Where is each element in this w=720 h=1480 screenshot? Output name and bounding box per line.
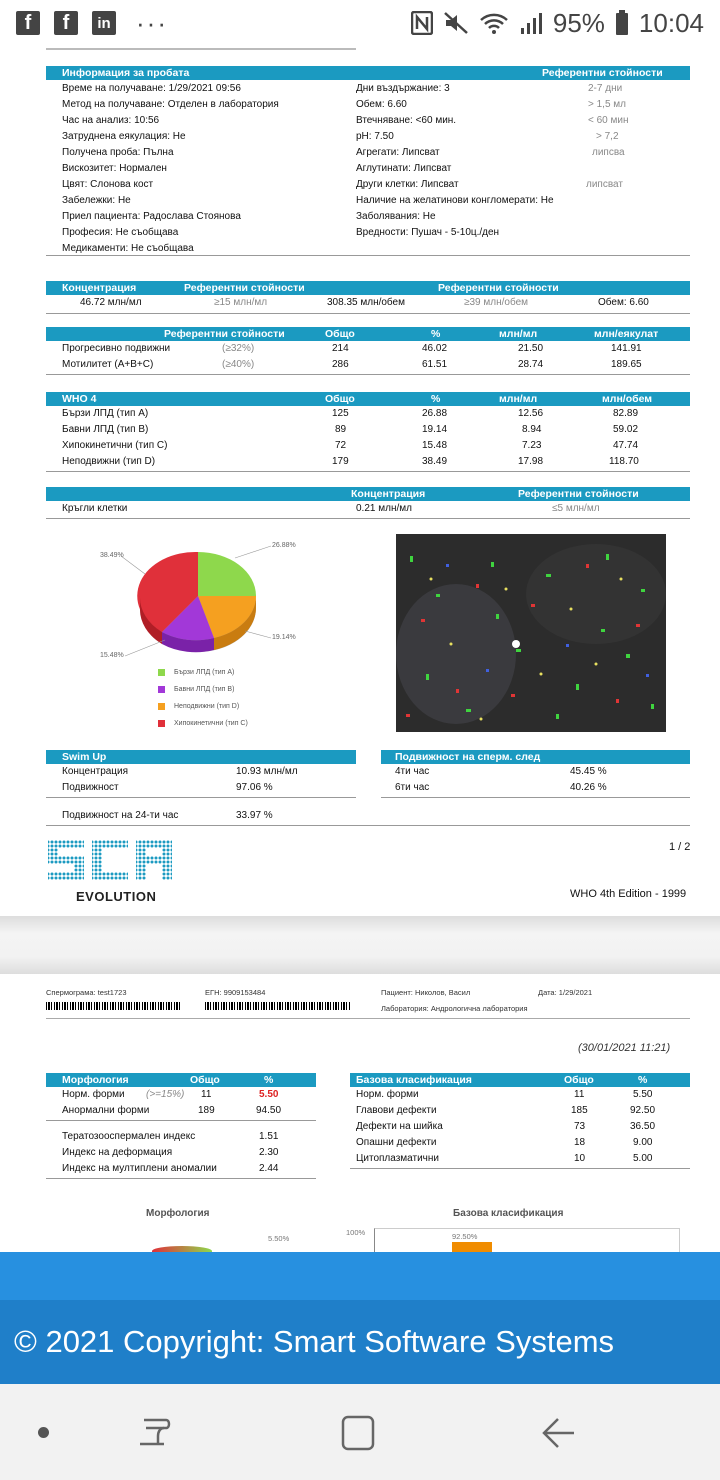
report-page-2 (0, 974, 720, 1254)
sample-info-section: Информация за пробата Референтни стойности Време на получаване: 1/29/2021 09:56 Метод на получаване: Отделен в лаборатория Час на анализ: 10:56 Затруднена еякулация: Не Получена проба: Пълна Вискозитет: Нормален Цвят: Слонова кост Забележки: Не Приел пациента: Радослава Стоянова Професия: Не съобщава Медикаменти: Не съобщава Дни въздържание: 3 Обем: 6.60 Втечняване: <60 мин. pH: 7.50 Агрегати: Липсват Аглутинати: Липсват Други клетки: Липсват Наличие на желатинови конгломерати: Не Заболявания: Не Вредности: Пушач - 5-10ц./ден 2-7 дни > 1,5 мл < 60 мин > 7,2 липсва липсват (46, 66, 690, 256)
assistant-dot-icon[interactable] (38, 1427, 49, 1438)
chart-label: 5.50% (268, 1234, 290, 1243)
motility-pie-chart (95, 536, 320, 676)
table-row: Индекс на деформация 2.30 (62, 1147, 279, 1158)
edition-label: WHO 4th Edition - 1999 (570, 888, 687, 900)
microscope-image (396, 534, 666, 732)
ref-row: > 1,5 мл (588, 99, 627, 110)
table-row: Опашни дефекти 18 9.00 (356, 1137, 653, 1148)
pie-label: 38.49% (100, 552, 124, 559)
barcode (205, 1002, 350, 1010)
ref-row: > 7,2 (596, 131, 619, 142)
motility-after-section (381, 750, 690, 800)
swim-up-section (46, 750, 356, 826)
chart-bar-label: 92.50% (452, 1232, 478, 1241)
pie-svg (95, 536, 320, 676)
ref-title: Референтни стойности (542, 67, 663, 79)
round-cells-section (46, 487, 690, 519)
footer-top-band (0, 1252, 720, 1300)
pie-label: 19.14% (272, 634, 296, 641)
status-bar (0, 0, 720, 46)
ref-row: липсват (586, 179, 623, 190)
egn: ЕГН: 9909153484 (205, 988, 266, 997)
swim-up-header: Swim Up (46, 750, 356, 764)
concentration-section (46, 281, 690, 314)
mute-icon (443, 11, 469, 35)
basic-classification-header: Базова класификация Общо % (350, 1073, 690, 1087)
page-gap (0, 916, 720, 974)
chart-title-basic: Базова класификация (453, 1208, 564, 1219)
copyright-text: © 2021 Copyright: Smart Software Systems (14, 1324, 615, 1359)
battery-percent: 95% (552, 7, 605, 38)
patient-name: Пациент: Николов, Васил (381, 988, 471, 997)
table-row: Подвижност 97.06 % (46, 780, 356, 798)
report-page-1 (0, 46, 720, 916)
table-row: Норм. форми (>=15%) 11 5.50 (62, 1089, 279, 1100)
table-row: Анормални форми 189 94.50 (46, 1103, 316, 1121)
table-row: 6ти час 40.26 % (381, 780, 690, 798)
pie-label: 26.88% (272, 542, 296, 549)
table-row: Дефекти на шийка 73 36.50 (356, 1121, 656, 1132)
basic-classification-section (350, 1073, 690, 1169)
table-row: Цитоплазматични 10 5.00 (350, 1151, 690, 1169)
divider (46, 48, 356, 50)
divider (46, 825, 690, 826)
site-footer (0, 1252, 720, 1384)
table-row: Прогресивно подвижни (≥32%) 214 46.02 21.50 141.91 (62, 343, 642, 354)
who4-header: WHO 4 Общо % млн/мл млн/обем (46, 392, 690, 406)
concentration-row: 46.72 млн/мл ≥15 млн/мл 308.35 млн/обем ≥39 млн/обем Обем: 6.60 (80, 297, 649, 308)
footer-copyright-band (0, 1300, 720, 1384)
recent-apps-icon[interactable] (136, 1414, 176, 1450)
divider (46, 1018, 690, 1019)
sample-info-header (46, 66, 690, 80)
ref-row: 2-7 дни (588, 83, 623, 94)
logo-text: EVOLUTION (76, 889, 157, 904)
table-row: Мотилитет (A+B+C) (≥40%) 286 61.51 28.74 189.65 (62, 359, 642, 370)
table-row: Индекс на мултиплени аномалии 2.44 (46, 1161, 316, 1179)
legend-item: Бързи ЛПД (тип А) (158, 664, 248, 681)
table-row: Тератозооспермален индекс 1.51 (62, 1131, 279, 1142)
table-row: Норм. форми 11 5.50 (356, 1089, 653, 1100)
who4-section (46, 392, 690, 472)
pie-legend (158, 664, 248, 732)
chart-axis-label: 100% (346, 1228, 366, 1237)
battery-icon (615, 10, 629, 36)
motility-section (46, 327, 690, 375)
linkedin-icon: in (92, 11, 116, 35)
system-nav-bar (0, 1384, 720, 1480)
ref-row: липсва (592, 147, 625, 158)
round-cells-header: Концентрация Референтни стойности (46, 487, 690, 501)
motility-after-header: Подвижност на сперм. след (381, 750, 690, 764)
chart-title-morphology: Морфология (146, 1208, 210, 1219)
legend-item: Хипокинетични (тип С) (158, 715, 248, 732)
table-row: 4ти час 45.45 % (395, 766, 607, 777)
spermogram-id: Спермограма: test1723 (46, 988, 127, 997)
table-row: Кръгли клетки 0.21 млн/мл ≤5 млн/мл (62, 503, 600, 514)
signal-icon (519, 11, 543, 35)
home-icon[interactable] (340, 1414, 376, 1452)
ref-row: < 60 мин (588, 115, 629, 126)
more-icon: ··· (136, 8, 168, 38)
print-timestamp: (30/01/2021 11:21) (578, 1042, 671, 1054)
sample-ref-col (576, 81, 666, 193)
legend-item: Бавни ЛПД (тип B) (158, 681, 248, 698)
barcode (46, 1002, 180, 1010)
page-number: 1 / 2 (669, 841, 691, 853)
facebook-icon: f (16, 11, 40, 35)
lab-name: Лаборатория: Андрологична лаборатория (381, 1004, 528, 1013)
table-row: Бързи ЛПД (тип А) 125 26.88 12.56 82.89 (62, 408, 639, 419)
back-icon[interactable] (540, 1416, 576, 1450)
table-row: Хипокинетични (тип С) 72 15.48 7.23 47.74 (62, 440, 639, 451)
concentration-header: Концентрация Референтни стойности Референтни стойности (46, 281, 690, 295)
table-row: Неподвижни (тип D) 179 38.49 17.98 118.70 (62, 456, 639, 467)
table-row: Подвижност на 24-ти час 33.97 % (62, 810, 273, 821)
wifi-icon (479, 11, 509, 35)
pie-label: 15.48% (100, 652, 124, 659)
table-row: Концентрация 10.93 млн/мл (62, 766, 298, 777)
pie-slice-type-a (198, 552, 256, 596)
nfc-icon (411, 11, 433, 35)
clock: 10:04 (638, 7, 704, 38)
section-title: Информация за пробата (62, 67, 190, 79)
morphology-header: Морфология Общо % (46, 1073, 316, 1087)
morphology-section (46, 1073, 316, 1179)
report-date: Дата: 1/29/2021 (538, 988, 593, 997)
ref-row (576, 161, 666, 177)
table-row: Бавни ЛПД (тип В) 89 19.14 8.94 59.02 (62, 424, 639, 435)
facebook-icon: f (54, 11, 78, 35)
motility-header: Референтни стойности Общо % млн/мл млн/еякулат (46, 327, 690, 341)
legend-item: Неподвижни (тип D) (158, 698, 248, 715)
table-row: Главови дефекти 185 92.50 (356, 1105, 656, 1116)
